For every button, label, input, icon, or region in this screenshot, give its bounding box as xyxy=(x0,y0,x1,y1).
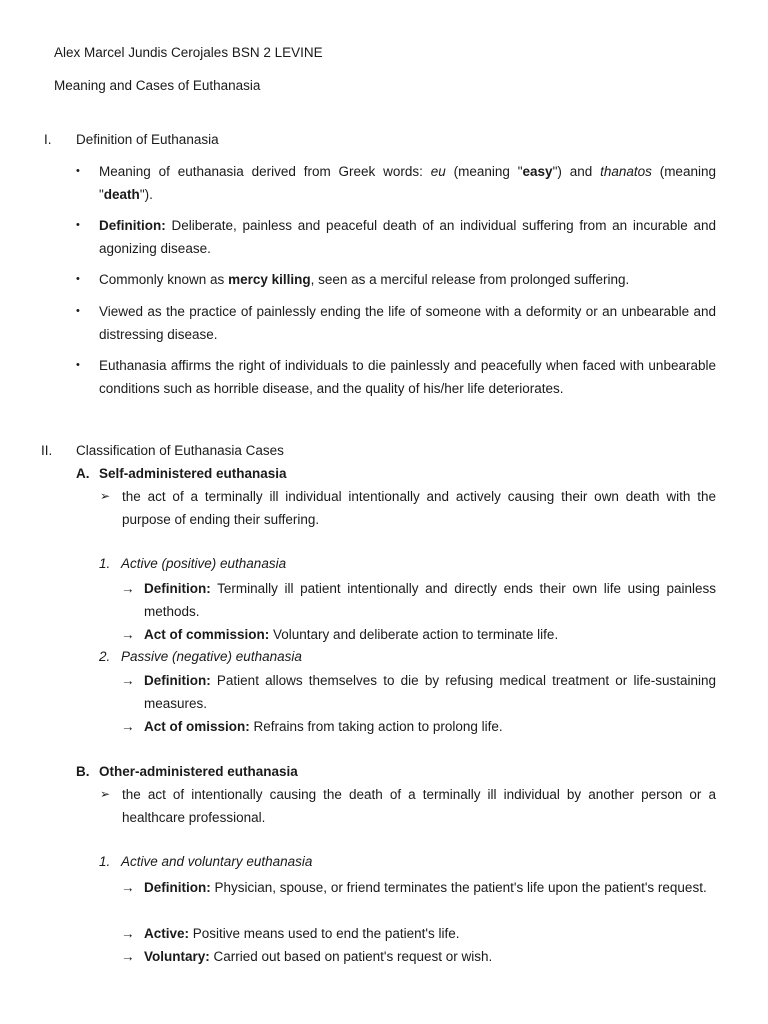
active-label: Active: xyxy=(144,926,190,941)
right-arrow-icon: → xyxy=(121,926,135,941)
subsection-a-letter: A. xyxy=(76,466,90,481)
item-number: 2. xyxy=(99,649,111,664)
item-title: Active (positive) euthanasia xyxy=(121,556,287,571)
bullet-text: Viewed as the practice of painlessly ending the life of someone with a deformity or an unbearable and distressing disease. xyxy=(99,304,716,342)
right-arrow-icon: → xyxy=(121,673,135,688)
arrowhead-bullet-icon: ➢ xyxy=(100,787,111,801)
right-arrow-icon: → xyxy=(121,581,135,596)
bullet-icon: • xyxy=(76,359,80,371)
text-run: Voluntary and deliberate action to terminate life. xyxy=(269,627,559,642)
list-item xyxy=(121,715,716,738)
bullet-text xyxy=(99,160,716,206)
subsection-b-description xyxy=(100,783,716,829)
document-title: Meaning and Cases of Euthanasia xyxy=(54,78,261,93)
text-run: (meaning " xyxy=(445,164,523,179)
term-mercy-killing: mercy killing xyxy=(228,272,311,287)
definition-text xyxy=(144,669,716,715)
subsection-a-title: Self-administered euthanasia xyxy=(99,466,287,481)
right-arrow-icon: → xyxy=(121,949,135,964)
act-label: Act of omission: xyxy=(144,719,250,734)
text-run: Commonly known as xyxy=(99,272,229,287)
text-run: (meaning " xyxy=(99,164,716,202)
text-run: "). xyxy=(139,187,153,202)
term-death: death xyxy=(103,187,140,202)
list-item xyxy=(76,268,716,291)
text-run: Refrains from taking action to prolong life. xyxy=(249,719,503,734)
bullet-text: Euthanasia affirms the right of individuals to die painlessly and peacefully when faced with unbearable conditions such as horrible disease, and the quality of his/her life deteriorates. xyxy=(99,358,716,396)
voluntary-text xyxy=(144,945,716,968)
list-item xyxy=(76,354,716,400)
description-text: the act of intentionally causing the death of a terminally ill individual by another person or a healthcare professional. xyxy=(122,787,716,825)
bullet-icon: • xyxy=(76,219,80,231)
text-run: Carried out based on patient's request or wish. xyxy=(209,949,493,964)
act-text xyxy=(144,715,716,738)
list-item xyxy=(121,669,716,715)
subsection-a-description xyxy=(100,485,716,531)
item-number: 1. xyxy=(99,854,111,869)
text-run: Patient allows themselves to die by refusing medical treatment or life-sustaining measures. xyxy=(144,673,716,711)
list-item xyxy=(121,922,716,945)
list-item xyxy=(76,160,716,206)
right-arrow-icon: → xyxy=(121,880,135,895)
text-run: Terminally ill patient intentionally and directly ends their own life using painless methods. xyxy=(144,581,716,619)
list-item xyxy=(121,876,716,922)
list-item xyxy=(121,945,716,968)
definition-label: Definition: xyxy=(99,218,166,233)
text-run: , seen as a merciful release from prolonged suffering. xyxy=(310,272,630,287)
item-title: Active and voluntary euthanasia xyxy=(121,854,313,869)
description-text: the act of a terminally ill individual intentionally and actively causing their own death with the purpose of ending their suffering. xyxy=(122,489,716,527)
text-run: Positive means used to end the patient's life. xyxy=(189,926,460,941)
definition-label: Definition: xyxy=(144,581,211,596)
text-run: Physician, spouse, or friend terminates the patient's life upon the patient's request. xyxy=(210,880,707,895)
bullet-icon: • xyxy=(76,305,80,317)
list-item xyxy=(76,214,716,260)
term-easy: easy xyxy=(522,164,553,179)
definition-label: Definition: xyxy=(144,673,211,688)
bullet-icon: • xyxy=(76,273,80,285)
text-run: ") and xyxy=(552,164,601,179)
section-1-heading: Definition of Euthanasia xyxy=(76,132,219,147)
list-item xyxy=(121,623,716,646)
section-2-heading: Classification of Euthanasia Cases xyxy=(76,443,284,458)
item-number: 1. xyxy=(99,556,111,571)
definition-text xyxy=(144,876,716,899)
act-label: Act of commission: xyxy=(144,627,270,642)
term-eu: eu xyxy=(430,164,446,179)
active-text xyxy=(144,922,716,945)
arrowhead-bullet-icon: ➢ xyxy=(100,489,111,503)
item-title: Passive (negative) euthanasia xyxy=(121,649,302,664)
subsection-b-letter: B. xyxy=(76,764,90,779)
text-run: Deliberate, painless and peaceful death of an individual suffering from an incurable and agonizing disease. xyxy=(99,218,716,256)
list-item xyxy=(121,577,716,623)
act-text xyxy=(144,623,716,646)
term-thanatos: thanatos xyxy=(600,164,652,179)
section-2-numeral: II. xyxy=(41,443,53,458)
author-line: Alex Marcel Jundis Cerojales BSN 2 LEVINE xyxy=(54,45,323,60)
section-1-numeral: I. xyxy=(44,132,52,147)
right-arrow-icon: → xyxy=(121,719,135,734)
bullet-text xyxy=(99,214,716,260)
bullet-icon: • xyxy=(76,165,80,177)
subsection-b-title: Other-administered euthanasia xyxy=(99,764,298,779)
text-run: Meaning of euthanasia derived from Greek words: xyxy=(99,164,431,179)
right-arrow-icon: → xyxy=(121,627,135,642)
bullet-text xyxy=(99,268,716,291)
list-item xyxy=(76,300,716,346)
definition-label: Definition: xyxy=(144,880,211,895)
definition-text xyxy=(144,577,716,623)
voluntary-label: Voluntary: xyxy=(144,949,210,964)
